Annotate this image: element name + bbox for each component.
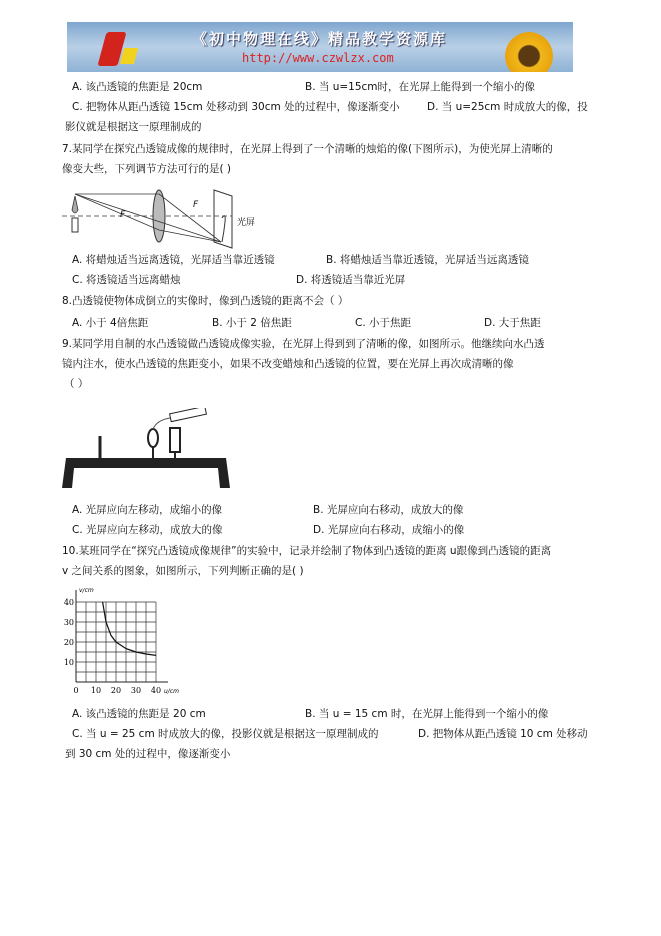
q9-option-c: C. 光屏应向左移动，成放大的像 — [72, 524, 223, 536]
logo-accent-icon — [120, 48, 138, 64]
q7-option-b: B. 将蜡烛适当靠近透镜，光屏适当远离透镜 — [326, 254, 529, 266]
focus-label-left: F — [193, 200, 199, 210]
x-tick-label: 20 — [110, 686, 122, 695]
x-axis-label: u/cm — [164, 688, 179, 695]
q8-option-a: A. 小于 4倍焦距 — [72, 317, 149, 329]
banner-url: http://www.czwlzx.com — [242, 51, 394, 65]
focus-label-right: F — [120, 210, 126, 220]
q9-option-b: B. 光屏应向右移动，成放大的像 — [313, 504, 464, 516]
q10-option-c: C. 当 u = 25 cm 时成放大的像，投影仪就是根据这一原理制成的 — [72, 728, 379, 740]
q9-stem: 9.某同学用自制的水凸透镜做凸透镜成像实验，在光屏上得到到了清晰的像，如图所示。他继续向水凸透 — [62, 338, 545, 350]
q9-stem-cont: 镜内注水，使水凸透镜的焦距变小，如果不改变蜡烛和凸透镜的位置，要在光屏上再次成清晰的像 — [62, 358, 514, 370]
screen-label: 光屏 — [237, 218, 256, 228]
sunflower-image — [505, 32, 553, 72]
y-tick-label: 10 — [63, 658, 74, 667]
q9-option-a: A. 光屏应向左移动，成缩小的像 — [72, 504, 223, 516]
q10-stem: 10.某班同学在“探究凸透镜成像规律”的实验中，记录并绘制了物体到凸透镜的距离 u跟像到凸透镜的距离 — [62, 545, 552, 557]
q10-option-d: D. 把物体从距凸透镜 10 cm 处移动 — [418, 728, 588, 740]
q10-option-a: A. 该凸透镜的焦距是 20 cm — [72, 708, 206, 720]
q6-option-a: A. 该凸透镜的焦距是 20cm — [72, 81, 203, 93]
y-axis-label: v/cm — [79, 588, 94, 594]
x-tick-label: 40 — [150, 686, 162, 695]
x-tick-label: 0 — [73, 686, 79, 695]
q7-option-c: C. 将透镜适当远离蜡烛 — [72, 274, 181, 286]
q9-stem-paren: （ ） — [64, 378, 89, 390]
q8-option-d: D. 大于焦距 — [484, 317, 541, 329]
q10-option-d-cont: 到 30 cm 处的过程中，像逐渐变小 — [65, 748, 231, 760]
curve-v-u — [103, 602, 156, 655]
y-tick-label: 20 — [63, 638, 74, 647]
q6-option-d-cont: 影仪就是根据这一原理制成的 — [65, 121, 202, 133]
y-tick-label: 30 — [63, 618, 74, 627]
q8-option-c: C. 小于焦距 — [355, 317, 412, 329]
q6-option-d: D. 当 u=25cm 时成放大的像，投 — [427, 101, 588, 113]
header-banner — [67, 22, 573, 72]
q7-option-d: D. 将透镜适当靠近光屏 — [296, 274, 406, 286]
q7-stem: 7.某同学在探究凸透镜成像的规律时，在光屏上得到了一个清晰的烛焰的像(下图所示)，为使光屏上清晰的 — [62, 143, 553, 155]
q10-stem-cont: v 之间关系的图象，如图所示，下列判断正确的是( ) — [62, 565, 304, 577]
x-tick-label: 30 — [130, 686, 142, 695]
x-tick-label: 10 — [90, 686, 102, 695]
q7-stem-cont: 像变大些，下列调节方法可行的是( ) — [62, 163, 232, 175]
optical-bench-image — [62, 408, 242, 492]
q10-option-b: B. 当 u = 15 cm 时，在光屏上能得到一个缩小的像 — [305, 708, 549, 720]
q9-option-d: D. 光屏应向右移动，成缩小的像 — [313, 524, 465, 536]
uv-chart — [60, 588, 200, 698]
q8-stem: 8.凸透镜使物体成倒立的实像时，像到凸透镜的距离不会（ ） — [62, 295, 349, 307]
q7-option-a: A. 将蜡烛适当远离透镜，光屏适当靠近透镜 — [72, 254, 275, 266]
lens-ray-diagram — [62, 188, 262, 250]
banner-title: 《初中物理在线》精品教学资源库 — [192, 30, 448, 48]
q6-option-c: C. 把物体从距凸透镜 15cm 处移动到 30cm 处的过程中，像逐渐变小 — [72, 101, 400, 113]
y-tick-label: 40 — [63, 598, 74, 607]
q6-option-b: B. 当 u=15cm时，在光屏上能得到一个缩小的像 — [305, 81, 536, 93]
q8-option-b: B. 小于 2 倍焦距 — [212, 317, 292, 329]
